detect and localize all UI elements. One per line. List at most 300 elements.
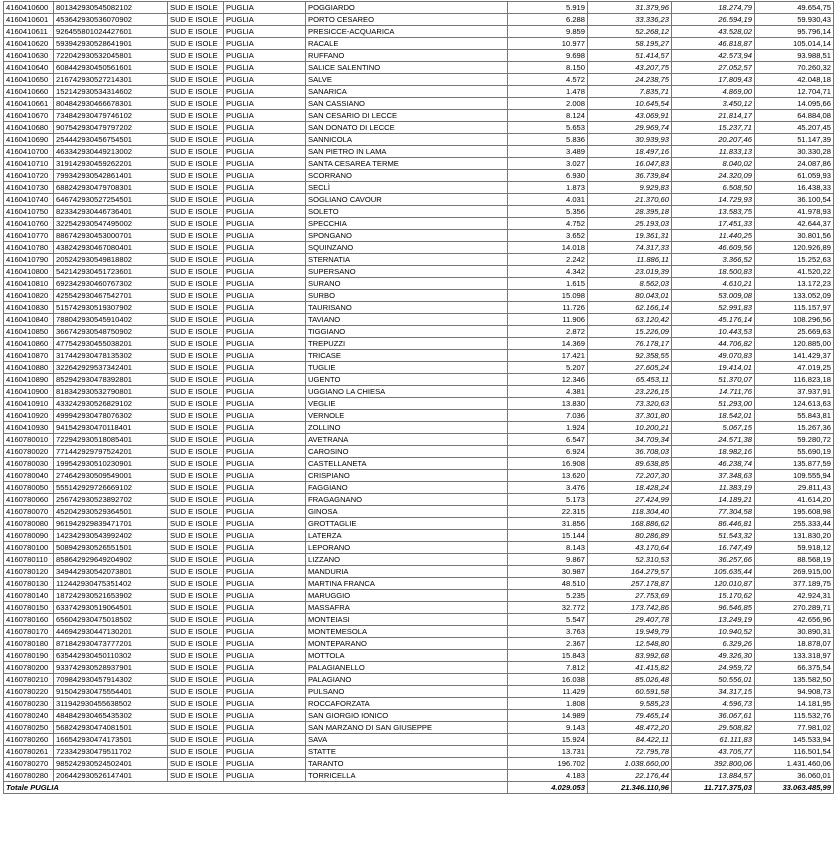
cell-amount-b: 77.304,58 [672, 506, 755, 518]
table-row [4, 194, 834, 206]
cell-population: 2.008 [508, 98, 588, 110]
cell-amount-a: 11.886,11 [588, 254, 672, 266]
cell-amount-b: 44.706,82 [672, 338, 755, 350]
cell-code: 4160410850 [4, 326, 54, 338]
cell-amount-total: 131.830,20 [755, 530, 834, 542]
cell-amount-b: 46.238,74 [672, 458, 755, 470]
cell-amount-total: 15.252,63 [755, 254, 834, 266]
cell-area: SUD E ISOLE [168, 170, 224, 182]
cell-code: 4160780060 [4, 494, 54, 506]
cell-amount-a: 37.301,80 [588, 410, 672, 422]
cell-municipality: RACALE [306, 38, 508, 50]
table-row [4, 134, 834, 146]
cell-amount-total: 12.704,71 [755, 86, 834, 98]
cell-amount-total: 115.157,97 [755, 302, 834, 314]
cell-amount-total: 124.613,63 [755, 398, 834, 410]
cell-amount-total: 59.280,72 [755, 434, 834, 446]
cell-region: PUGLIA [224, 638, 306, 650]
cell-amount-b: 36.067,61 [672, 710, 755, 722]
cell-municipality: STERNATIA [306, 254, 508, 266]
cell-population: 3.763 [508, 626, 588, 638]
cell-id: 961942929839471701 [54, 518, 168, 530]
cell-population: 2.242 [508, 254, 588, 266]
table-row [4, 674, 834, 686]
cell-municipality: CASTELLANETA [306, 458, 508, 470]
cell-municipality: TORRICELLA [306, 770, 508, 782]
cell-population: 16.908 [508, 458, 588, 470]
cell-municipality: SPECCHIA [306, 218, 508, 230]
cell-area: SUD E ISOLE [168, 662, 224, 674]
cell-municipality: TAVIANO [306, 314, 508, 326]
table-row [4, 758, 834, 770]
cell-amount-b: 15.170,62 [672, 590, 755, 602]
cell-amount-total: 64.884,08 [755, 110, 834, 122]
cell-amount-a: 118.304,40 [588, 506, 672, 518]
cell-code: 4160410790 [4, 254, 54, 266]
cell-population: 7.812 [508, 662, 588, 674]
table-row [4, 50, 834, 62]
cell-code: 4160410780 [4, 242, 54, 254]
cell-code: 4160410910 [4, 398, 54, 410]
cell-amount-b: 51.370,07 [672, 374, 755, 386]
cell-code: 4160410760 [4, 218, 54, 230]
cell-region: PUGLIA [224, 26, 306, 38]
cell-population: 9.867 [508, 554, 588, 566]
cell-id: 722042930532045801 [54, 50, 168, 62]
cell-municipality: PORTO CESAREO [306, 14, 508, 26]
cell-amount-a: 65.453,11 [588, 374, 672, 386]
table-row [4, 422, 834, 434]
table-row [4, 626, 834, 638]
cell-region: PUGLIA [224, 710, 306, 722]
cell-amount-total: 42.048,18 [755, 74, 834, 86]
cell-id: 152142930534314602 [54, 86, 168, 98]
cell-region: PUGLIA [224, 578, 306, 590]
cell-municipality: SAN GIORGIO IONICO [306, 710, 508, 722]
cell-population: 6.930 [508, 170, 588, 182]
cell-population: 14.989 [508, 710, 588, 722]
cell-region: PUGLIA [224, 434, 306, 446]
cell-code: 4160780200 [4, 662, 54, 674]
cell-id: 801342930545082102 [54, 2, 168, 14]
cell-area: SUD E ISOLE [168, 50, 224, 62]
cell-municipality: PALAGIANELLO [306, 662, 508, 674]
table-row [4, 302, 834, 314]
cell-amount-total: 42.644,37 [755, 218, 834, 230]
cell-area: SUD E ISOLE [168, 650, 224, 662]
cell-id: 317442930478135302 [54, 350, 168, 362]
cell-code: 4160780140 [4, 590, 54, 602]
table-row [4, 482, 834, 494]
cell-amount-b: 11.833,13 [672, 146, 755, 158]
cell-amount-total: 61.059,93 [755, 170, 834, 182]
cell-municipality: SOLETO [306, 206, 508, 218]
cell-amount-total: 45.207,45 [755, 122, 834, 134]
cell-amount-a: 85.026,48 [588, 674, 672, 686]
cell-code: 4160410730 [4, 182, 54, 194]
cell-municipality: SECLÌ [306, 182, 508, 194]
cell-population: 11.906 [508, 314, 588, 326]
cell-code: 4160410601 [4, 14, 54, 26]
table-row [4, 650, 834, 662]
cell-municipality: SANTA CESAREA TERME [306, 158, 508, 170]
cell-amount-total: 135.582,50 [755, 674, 834, 686]
cell-amount-total: 133.318,97 [755, 650, 834, 662]
cell-amount-total: 116.823,18 [755, 374, 834, 386]
cell-amount-a: 23.019,39 [588, 266, 672, 278]
cell-amount-b: 3.366,52 [672, 254, 755, 266]
cell-municipality: UGENTO [306, 374, 508, 386]
cell-area: SUD E ISOLE [168, 626, 224, 638]
table-row [4, 122, 834, 134]
cell-area: SUD E ISOLE [168, 326, 224, 338]
cell-amount-b: 96.546,85 [672, 602, 755, 614]
table-row [4, 86, 834, 98]
cell-area: SUD E ISOLE [168, 278, 224, 290]
cell-amount-a: 25.193,03 [588, 218, 672, 230]
cell-id: 722942930518085401 [54, 434, 168, 446]
cell-id: 823342930446736401 [54, 206, 168, 218]
cell-population: 2.872 [508, 326, 588, 338]
cell-id: 926455801024427601 [54, 26, 168, 38]
total-row [4, 782, 834, 794]
cell-region: PUGLIA [224, 542, 306, 554]
table-row [4, 230, 834, 242]
cell-municipality: TARANTO [306, 758, 508, 770]
table-row [4, 410, 834, 422]
cell-population: 15.843 [508, 650, 588, 662]
cell-amount-b: 21.814,17 [672, 110, 755, 122]
cell-code: 4160780030 [4, 458, 54, 470]
cell-amount-total: 1.431.460,06 [755, 758, 834, 770]
cell-population: 1.615 [508, 278, 588, 290]
cell-code: 4160410870 [4, 350, 54, 362]
cell-municipality: VEGLIE [306, 398, 508, 410]
cell-id: 886742930453000701 [54, 230, 168, 242]
cell-region: PUGLIA [224, 662, 306, 674]
cell-amount-b: 27.052,57 [672, 62, 755, 74]
cell-region: PUGLIA [224, 758, 306, 770]
cell-population: 12.346 [508, 374, 588, 386]
cell-amount-total: 30.330,28 [755, 146, 834, 158]
cell-population: 16.038 [508, 674, 588, 686]
cell-amount-total: 94.908,73 [755, 686, 834, 698]
cell-amount-a: 48.472,20 [588, 722, 672, 734]
cell-id: 635442930450110302 [54, 650, 168, 662]
cell-code: 4160410690 [4, 134, 54, 146]
cell-amount-a: 257.178,87 [588, 578, 672, 590]
cell-region: PUGLIA [224, 422, 306, 434]
cell-amount-total: 16.438,33 [755, 182, 834, 194]
cell-municipality: MONTEIASI [306, 614, 508, 626]
cell-amount-a: 164.279,57 [588, 566, 672, 578]
cell-region: PUGLIA [224, 446, 306, 458]
cell-region: PUGLIA [224, 314, 306, 326]
table-row [4, 158, 834, 170]
cell-amount-a: 30.939,93 [588, 134, 672, 146]
cell-region: PUGLIA [224, 98, 306, 110]
cell-amount-a: 43.069,91 [588, 110, 672, 122]
cell-id: 254442930456754501 [54, 134, 168, 146]
cell-id: 216742930527214301 [54, 74, 168, 86]
cell-region: PUGLIA [224, 254, 306, 266]
cell-population: 5.919 [508, 2, 588, 14]
cell-area: SUD E ISOLE [168, 290, 224, 302]
cell-code: 4160780100 [4, 542, 54, 554]
cell-region: PUGLIA [224, 74, 306, 86]
cell-population: 5.547 [508, 614, 588, 626]
cell-amount-b: 17.809,43 [672, 74, 755, 86]
table-body [4, 2, 834, 794]
cell-id: 322542930547495002 [54, 218, 168, 230]
cell-id: 508942930526551501 [54, 542, 168, 554]
cell-amount-a: 27.753,69 [588, 590, 672, 602]
cell-id: 542142930451723601 [54, 266, 168, 278]
cell-code: 4160780260 [4, 734, 54, 746]
cell-amount-b: 8.040,02 [672, 158, 755, 170]
cell-area: SUD E ISOLE [168, 194, 224, 206]
cell-population: 8.143 [508, 542, 588, 554]
cell-municipality: SURBO [306, 290, 508, 302]
cell-area: SUD E ISOLE [168, 566, 224, 578]
cell-amount-a: 89.638,85 [588, 458, 672, 470]
cell-population: 4.031 [508, 194, 588, 206]
cell-area: SUD E ISOLE [168, 38, 224, 50]
cell-area: SUD E ISOLE [168, 734, 224, 746]
cell-region: PUGLIA [224, 482, 306, 494]
cell-amount-a: 72.207,30 [588, 470, 672, 482]
cell-amount-b: 24.959,72 [672, 662, 755, 674]
cell-id: 555142929726669102 [54, 482, 168, 494]
cell-id: 322642929537342401 [54, 362, 168, 374]
cell-area: SUD E ISOLE [168, 158, 224, 170]
cell-amount-total: 255.333,44 [755, 518, 834, 530]
cell-area: SUD E ISOLE [168, 590, 224, 602]
cell-code: 4160780270 [4, 758, 54, 770]
cell-code: 4160780160 [4, 614, 54, 626]
cell-amount-a: 24.238,75 [588, 74, 672, 86]
cell-id: 688242930479708301 [54, 182, 168, 194]
total-amount-total: 33.063.485,99 [755, 782, 834, 794]
cell-amount-total: 133.052,09 [755, 290, 834, 302]
cell-amount-a: 76.178,17 [588, 338, 672, 350]
cell-region: PUGLIA [224, 770, 306, 782]
table-row [4, 254, 834, 266]
table-row [4, 530, 834, 542]
cell-id: 985242930524502401 [54, 758, 168, 770]
cell-amount-a: 7.835,71 [588, 86, 672, 98]
cell-amount-total: 15.267,36 [755, 422, 834, 434]
cell-municipality: SAVA [306, 734, 508, 746]
cell-municipality: MARTINA FRANCA [306, 578, 508, 590]
cell-amount-total: 36.060,01 [755, 770, 834, 782]
cell-municipality: SOGLIANO CAVOUR [306, 194, 508, 206]
cell-amount-total: 195.608,98 [755, 506, 834, 518]
cell-region: PUGLIA [224, 458, 306, 470]
cell-amount-a: 12.548,80 [588, 638, 672, 650]
cell-region: PUGLIA [224, 242, 306, 254]
cell-amount-a: 84.422,11 [588, 734, 672, 746]
cell-amount-b: 4.596,73 [672, 698, 755, 710]
cell-amount-total: 141.429,37 [755, 350, 834, 362]
cell-region: PUGLIA [224, 50, 306, 62]
cell-id: 453642930536070902 [54, 14, 168, 26]
table-row [4, 314, 834, 326]
cell-amount-total: 55.690,19 [755, 446, 834, 458]
cell-amount-b: 4.869,00 [672, 86, 755, 98]
cell-population: 8.150 [508, 62, 588, 74]
cell-code: 4160410900 [4, 386, 54, 398]
cell-population: 2.367 [508, 638, 588, 650]
cell-code: 4160410930 [4, 422, 54, 434]
cell-amount-b: 43.528,02 [672, 26, 755, 38]
cell-amount-b: 14.711,76 [672, 386, 755, 398]
table-row [4, 278, 834, 290]
cell-municipality: SUPERSANO [306, 266, 508, 278]
cell-region: PUGLIA [224, 206, 306, 218]
cell-id: 205242930549818802 [54, 254, 168, 266]
cell-code: 4160410680 [4, 122, 54, 134]
cell-amount-total: 59.918,12 [755, 542, 834, 554]
cell-amount-b: 10.443,53 [672, 326, 755, 338]
cell-amount-a: 10.200,21 [588, 422, 672, 434]
cell-amount-a: 74.317,33 [588, 242, 672, 254]
cell-region: PUGLIA [224, 194, 306, 206]
cell-area: SUD E ISOLE [168, 746, 224, 758]
cell-code: 4160410700 [4, 146, 54, 158]
table-row [4, 746, 834, 758]
cell-id: 723342930479511702 [54, 746, 168, 758]
cell-code: 4160410710 [4, 158, 54, 170]
cell-municipality: SQUINZANO [306, 242, 508, 254]
table-row [4, 98, 834, 110]
cell-region: PUGLIA [224, 170, 306, 182]
cell-amount-total: 105.014,14 [755, 38, 834, 50]
cell-population: 9.698 [508, 50, 588, 62]
cell-id: 311942930455638502 [54, 698, 168, 710]
cell-amount-b: 45.176,14 [672, 314, 755, 326]
cell-population: 5.235 [508, 590, 588, 602]
table-row [4, 458, 834, 470]
cell-region: PUGLIA [224, 218, 306, 230]
cell-amount-total: 41.614,20 [755, 494, 834, 506]
cell-amount-b: 11.383,19 [672, 482, 755, 494]
table-row [4, 686, 834, 698]
cell-code: 4160410661 [4, 98, 54, 110]
cell-area: SUD E ISOLE [168, 686, 224, 698]
cell-population: 9.143 [508, 722, 588, 734]
cell-code: 4160410890 [4, 374, 54, 386]
cell-code: 4160410800 [4, 266, 54, 278]
cell-amount-total: 120.885,00 [755, 338, 834, 350]
cell-region: PUGLIA [224, 2, 306, 14]
cell-region: PUGLIA [224, 266, 306, 278]
cell-population: 6.924 [508, 446, 588, 458]
cell-code: 4160410920 [4, 410, 54, 422]
cell-amount-b: 24.320,09 [672, 170, 755, 182]
cell-region: PUGLIA [224, 158, 306, 170]
cell-population: 1.924 [508, 422, 588, 434]
cell-amount-b: 13.583,75 [672, 206, 755, 218]
cell-area: SUD E ISOLE [168, 602, 224, 614]
cell-area: SUD E ISOLE [168, 494, 224, 506]
cell-region: PUGLIA [224, 698, 306, 710]
table-row [4, 338, 834, 350]
table-row [4, 26, 834, 38]
cell-area: SUD E ISOLE [168, 578, 224, 590]
cell-amount-b: 13.249,19 [672, 614, 755, 626]
cell-municipality: SAN MARZANO DI SAN GIUSEPPE [306, 722, 508, 734]
cell-code: 4160410820 [4, 290, 54, 302]
cell-municipality: SAN CESARIO DI LECCE [306, 110, 508, 122]
cell-amount-b: 42.573,94 [672, 50, 755, 62]
cell-population: 3.476 [508, 482, 588, 494]
table-row [4, 398, 834, 410]
cell-population: 5.356 [508, 206, 588, 218]
cell-amount-b: 46.609,56 [672, 242, 755, 254]
table-row [4, 2, 834, 14]
cell-amount-total: 95.796,14 [755, 26, 834, 38]
cell-population: 7.036 [508, 410, 588, 422]
cell-region: PUGLIA [224, 494, 306, 506]
cell-amount-a: 43.170,64 [588, 542, 672, 554]
cell-amount-a: 80.286,89 [588, 530, 672, 542]
table-row [4, 170, 834, 182]
cell-amount-total: 41.520,22 [755, 266, 834, 278]
cell-id: 633742930519064501 [54, 602, 168, 614]
cell-amount-total: 377.189,75 [755, 578, 834, 590]
cell-population: 4.572 [508, 74, 588, 86]
cell-area: SUD E ISOLE [168, 74, 224, 86]
cell-amount-b: 6.508,50 [672, 182, 755, 194]
cell-amount-total: 115.532,76 [755, 710, 834, 722]
cell-amount-a: 62.166,14 [588, 302, 672, 314]
cell-municipality: SANARICA [306, 86, 508, 98]
cell-area: SUD E ISOLE [168, 458, 224, 470]
cell-id: 858642929649204902 [54, 554, 168, 566]
cell-area: SUD E ISOLE [168, 482, 224, 494]
cell-region: PUGLIA [224, 62, 306, 74]
cell-amount-total: 25.669,63 [755, 326, 834, 338]
cell-code: 4160780170 [4, 626, 54, 638]
cell-population: 11.726 [508, 302, 588, 314]
cell-municipality: FAGGIANO [306, 482, 508, 494]
cell-amount-a: 31.379,96 [588, 2, 672, 14]
table-row [4, 734, 834, 746]
cell-area: SUD E ISOLE [168, 242, 224, 254]
cell-amount-a: 28.395,18 [588, 206, 672, 218]
cell-amount-b: 6.329,26 [672, 638, 755, 650]
cell-population: 13.620 [508, 470, 588, 482]
table-row [4, 290, 834, 302]
cell-code: 4160780080 [4, 518, 54, 530]
cell-population: 15.098 [508, 290, 588, 302]
cell-area: SUD E ISOLE [168, 698, 224, 710]
cell-amount-total: 88.568,19 [755, 554, 834, 566]
cell-amount-total: 29.811,43 [755, 482, 834, 494]
cell-area: SUD E ISOLE [168, 386, 224, 398]
cell-municipality: SANNICOLA [306, 134, 508, 146]
cell-amount-b: 10.940,52 [672, 626, 755, 638]
cell-area: SUD E ISOLE [168, 122, 224, 134]
cell-amount-b: 51.543,32 [672, 530, 755, 542]
cell-area: SUD E ISOLE [168, 554, 224, 566]
cell-id: 452042930529364501 [54, 506, 168, 518]
cell-region: PUGLIA [224, 110, 306, 122]
cell-municipality: AVETRANA [306, 434, 508, 446]
table-row [4, 494, 834, 506]
cell-amount-a: 80.043,01 [588, 290, 672, 302]
